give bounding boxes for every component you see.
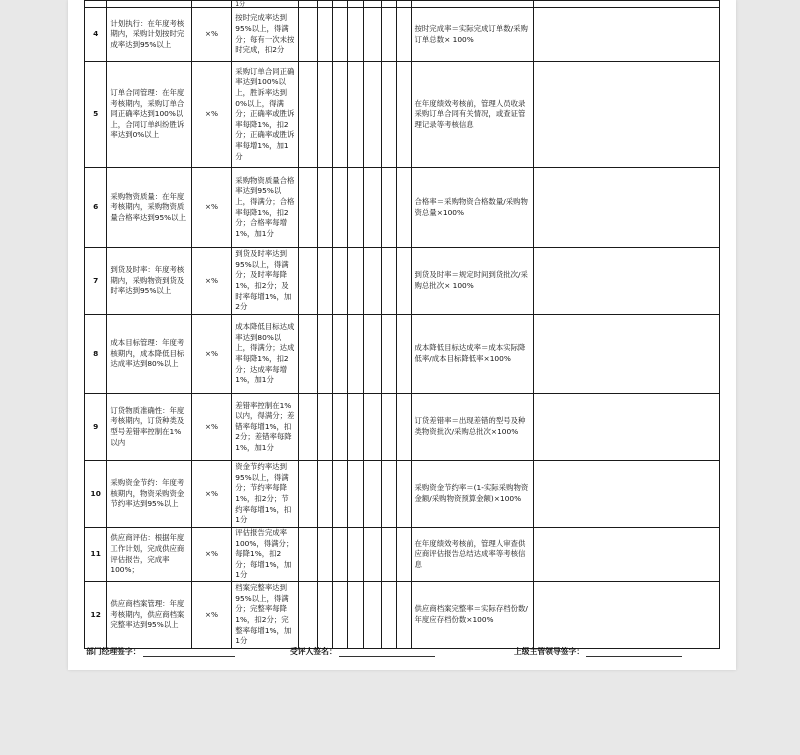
table-row <box>85 394 720 461</box>
score-cell <box>347 315 363 394</box>
row-number-cell: 12 <box>85 582 107 649</box>
remarks-cell <box>534 168 720 248</box>
criteria-cell: 采购订单合同正确率达到100%以上，胜诉率达到0%以上，得满分；正确率或胜诉率每降1%，扣2分；正确率或胜诉率每增1%，加1分 <box>232 62 299 168</box>
score-cell <box>347 1 363 8</box>
score-cell <box>347 582 363 649</box>
row-number-cell: 5 <box>85 62 107 168</box>
score-cell <box>347 461 363 528</box>
kpi-table <box>84 0 720 649</box>
weight-cell: ×% <box>191 394 232 461</box>
indicator-cell: 订单合同管理：在年度考核期内，采购订单合同正确率达到100%以上，合同订单纠纷胜诉率达到0%以上 <box>107 62 191 168</box>
indicator-cell: 供应商评估：根据年度工作计划，完成供应商评估报告，完成率100%； <box>107 528 191 582</box>
score-cell <box>299 315 317 394</box>
document-sheet <box>68 0 736 670</box>
score-cell <box>332 315 347 394</box>
score-cell <box>299 8 317 62</box>
indicator-cell: 到货及时率：年度考核期内，采购物资到货及时率达到95%以上 <box>107 248 191 315</box>
indicator-cell: 采购资金节约：年度考核期内，物资采购资金节约率达到95%以上 <box>107 461 191 528</box>
score-cell <box>363 62 381 168</box>
remarks-cell <box>534 62 720 168</box>
score-cell <box>396 528 411 582</box>
formula-cell: 订货差错率＝出现差错的型号及种类物资批次/采购总批次×100% <box>411 394 534 461</box>
score-cell <box>363 315 381 394</box>
score-cell <box>332 461 347 528</box>
table-row <box>85 1 720 8</box>
score-cell <box>347 528 363 582</box>
weight-cell: ×% <box>191 248 232 315</box>
score-cell <box>299 62 317 168</box>
score-cell <box>299 461 317 528</box>
table-row <box>85 62 720 168</box>
score-cell <box>299 168 317 248</box>
row-number-cell: 7 <box>85 248 107 315</box>
remarks-cell <box>534 394 720 461</box>
score-cell <box>299 528 317 582</box>
score-cell <box>381 248 396 315</box>
criteria-cell: 采购物资质量合格率达到95%以上，得满分；合格率每降1%，扣2分；合格率每增1%，加1分 <box>232 168 299 248</box>
criteria-cell: 资金节约率达到95%以上，得满分；节约率每降1%，扣2分；节约率每增1%，扣1分 <box>232 461 299 528</box>
supervisor-signature <box>514 646 682 657</box>
criteria-cell: 差错率控制在1%以内，得满分；差错率每增1%，扣2分；差错率每降1%，加1分 <box>232 394 299 461</box>
score-cell <box>347 8 363 62</box>
remarks-cell <box>534 528 720 582</box>
row-number-cell: 9 <box>85 394 107 461</box>
remarks-cell <box>534 8 720 62</box>
remarks-cell <box>534 248 720 315</box>
score-cell <box>299 248 317 315</box>
score-cell <box>347 62 363 168</box>
signature-row <box>68 646 736 660</box>
score-cell <box>363 248 381 315</box>
score-cell <box>317 168 332 248</box>
score-cell <box>381 8 396 62</box>
table-row <box>85 461 720 528</box>
score-cell <box>363 582 381 649</box>
dept-manager-signature-line[interactable] <box>143 647 235 657</box>
score-cell <box>363 528 381 582</box>
score-cell <box>396 461 411 528</box>
indicator-cell: 供应商档案管理：年度考核期内，供应商档案完整率达到95%以上 <box>107 582 191 649</box>
formula-cell: 在年度绩效考核前，管理人审查供应商评估报告总结达成率等考核信息 <box>411 528 534 582</box>
weight-cell: ×% <box>191 315 232 394</box>
score-cell <box>317 248 332 315</box>
dept-manager-label: 部门经理签字： <box>86 647 141 656</box>
weight-cell: ×% <box>191 62 232 168</box>
indicator-cell: 订货物质准确性：年度考核期内，订货种类及型号差错率控制在1%以内 <box>107 394 191 461</box>
weight-cell: ×% <box>191 168 232 248</box>
remarks-cell <box>534 461 720 528</box>
score-cell <box>381 528 396 582</box>
score-cell <box>332 1 347 8</box>
score-cell <box>317 394 332 461</box>
score-cell <box>381 394 396 461</box>
row-number-cell: 10 <box>85 461 107 528</box>
score-cell <box>396 248 411 315</box>
remarks-cell <box>534 315 720 394</box>
score-cell <box>332 8 347 62</box>
table-row <box>85 168 720 248</box>
score-cell <box>363 168 381 248</box>
criteria-cell: 成本降低目标达成率达到80%以上，得满分；达成率每降1%，扣2分；达成率每增1%，加1分 <box>232 315 299 394</box>
weight-cell: ×% <box>191 528 232 582</box>
criteria-cell: 到货及时率达到95%以上，得满分；及时率每降1%，扣2分；及时率每增1%，加2分 <box>232 248 299 315</box>
formula-cell: 合格率＝采购物资合格数量/采购物资总量×100% <box>411 168 534 248</box>
score-cell <box>396 394 411 461</box>
supervisor-label: 上级主管领导签字： <box>514 647 585 656</box>
kpi-table-body <box>85 1 720 649</box>
indicator-cell: 成本目标管理：年度考核期内，成本降低目标达成率达到80%以上 <box>107 315 191 394</box>
score-cell <box>317 1 332 8</box>
formula-cell <box>411 1 534 8</box>
score-cell <box>363 461 381 528</box>
score-cell <box>299 394 317 461</box>
row-number-cell <box>85 1 107 8</box>
table-row <box>85 8 720 62</box>
criteria-cell: 按时完成率达到95%以上，得满分；每有一次未按时完成，扣2分 <box>232 8 299 62</box>
score-cell <box>381 582 396 649</box>
score-cell <box>396 62 411 168</box>
supervisor-signature-line[interactable] <box>586 647 682 657</box>
score-cell <box>332 168 347 248</box>
formula-cell: 在年度绩效考核前，管理人员收录采购订单合同有关情况，或查证管理记录等考核信息 <box>411 62 534 168</box>
row-number-cell: 8 <box>85 315 107 394</box>
criteria-cell: 评估报告完成率100%，得满分；每降1%，扣2分；每增1%，加1分 <box>232 528 299 582</box>
weight-cell: ×% <box>191 582 232 649</box>
score-cell <box>332 394 347 461</box>
score-cell <box>347 168 363 248</box>
weight-cell: ×% <box>191 461 232 528</box>
score-cell <box>332 528 347 582</box>
score-cell <box>381 315 396 394</box>
criteria-cell: 档案完整率达到95%以上，得满分；完整率每降1%，扣2分；完整率每增1%，加1分 <box>232 582 299 649</box>
score-cell <box>347 394 363 461</box>
criteria-cell: 1分 <box>232 1 299 8</box>
formula-cell: 到货及时率＝规定时间到货批次/采购总批次× 100% <box>411 248 534 315</box>
table-row <box>85 528 720 582</box>
score-cell <box>317 582 332 649</box>
score-cell <box>396 8 411 62</box>
formula-cell: 供应商档案完整率＝实际存档份数/年度应存档份数×100% <box>411 582 534 649</box>
score-cell <box>363 394 381 461</box>
row-number-cell: 11 <box>85 528 107 582</box>
score-cell <box>381 461 396 528</box>
weight-cell <box>191 1 232 8</box>
score-cell <box>299 1 317 8</box>
score-cell <box>381 1 396 8</box>
dept-manager-signature <box>86 646 235 657</box>
score-cell <box>396 315 411 394</box>
remarks-cell <box>534 1 720 8</box>
score-cell <box>317 315 332 394</box>
formula-cell: 成本降低目标达成率＝成本实际降低率/成本目标降低率×100% <box>411 315 534 394</box>
row-number-cell: 6 <box>85 168 107 248</box>
score-cell <box>317 461 332 528</box>
evaluatee-signature-line[interactable] <box>339 647 435 657</box>
score-cell <box>332 582 347 649</box>
remarks-cell <box>534 582 720 649</box>
score-cell <box>332 62 347 168</box>
table-row <box>85 248 720 315</box>
row-number-cell: 4 <box>85 8 107 62</box>
score-cell <box>381 62 396 168</box>
score-cell <box>317 528 332 582</box>
table-row <box>85 315 720 394</box>
score-cell <box>347 248 363 315</box>
score-cell <box>396 168 411 248</box>
indicator-cell: 采购物资质量：在年度考核期内，采购物资质量合格率达到95%以上 <box>107 168 191 248</box>
weight-cell: ×% <box>191 8 232 62</box>
table-row <box>85 582 720 649</box>
score-cell <box>396 1 411 8</box>
score-cell <box>363 8 381 62</box>
score-cell <box>396 582 411 649</box>
indicator-cell <box>107 1 191 8</box>
score-cell <box>381 168 396 248</box>
indicator-cell: 计划执行：在年度考核期内，采购计划按时完成率达到95%以上 <box>107 8 191 62</box>
formula-cell: 按时完成率＝实际完成订单数/采购订单总数× 100% <box>411 8 534 62</box>
formula-cell: 采购资金节约率＝(1-实际采购物资金额/采购物资预算金额)×100% <box>411 461 534 528</box>
score-cell <box>317 8 332 62</box>
evaluatee-label: 受评人签名： <box>290 647 337 656</box>
score-cell <box>317 62 332 168</box>
score-cell <box>299 582 317 649</box>
score-cell <box>332 248 347 315</box>
score-cell <box>363 1 381 8</box>
evaluatee-signature <box>290 646 435 657</box>
